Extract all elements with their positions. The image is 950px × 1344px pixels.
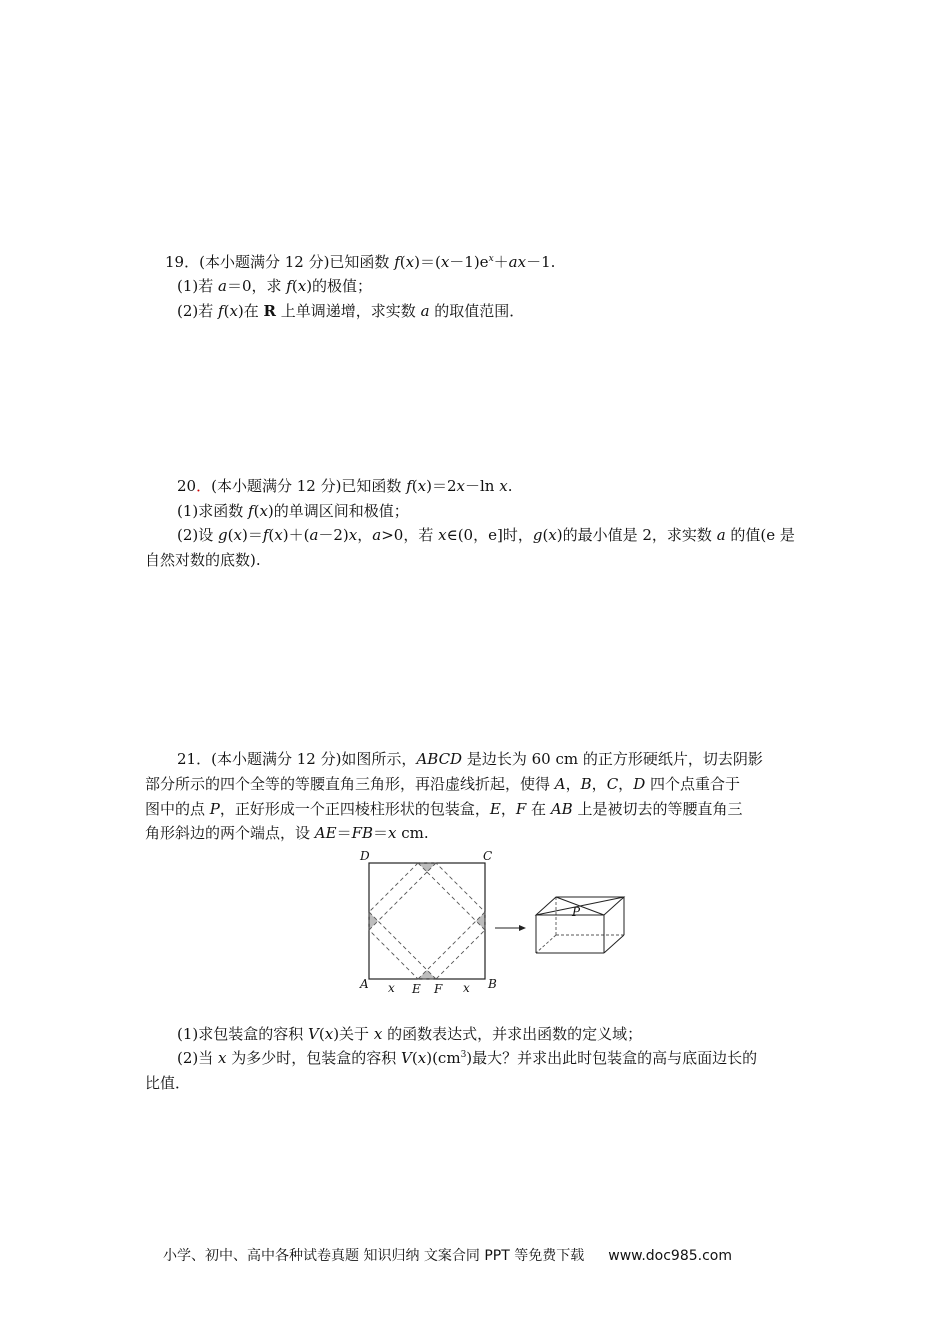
q21-part2: (2)当 x 为多少时，包装盒的容积 $V(x)(cm^3)$最大？并求出此时包装盒的高与底面边长的 (177, 1049, 758, 1067)
label-C: C (483, 849, 493, 863)
q20-part2: (2)设 g(x)＝f(x)＋(a－2)x，a>0，若 x∈(0，e]时，g(x)的最小值是 2，求实数 a 的值(e 是 (177, 526, 795, 544)
q21-figure-box (530, 890, 630, 960)
page-footer (163, 1245, 732, 1265)
q21-part2-line2: 比值． (145, 1074, 191, 1092)
label-D: D (360, 849, 370, 863)
footer-link[interactable]: www.doc985.com (608, 1248, 732, 1264)
q20-part2-line2: 自然对数的底数). (145, 551, 261, 569)
shaded-triangle-bottom (418, 970, 436, 979)
square-outline (369, 863, 485, 979)
label-A: A (360, 977, 369, 991)
q21-part1: (1)求包装盒的容积 V(x)关于 x 的函数表达式，并求出函数的定义域； (177, 1025, 643, 1043)
q20-part1: (1)求函数 f(x)的单调区间和极值； (177, 502, 409, 520)
q19-part2: (2)若 f(x)在 R 上单调递增，求实数 a 的取值范围． (177, 302, 525, 320)
label-B: B (488, 977, 497, 991)
label-P: P (572, 905, 581, 919)
shaded-triangle-right (476, 912, 485, 930)
q21-arrow (494, 922, 528, 934)
q19-part1: (1)若 a＝0，求 f(x)的极值； (177, 277, 373, 295)
shaded-triangle-top (418, 863, 436, 872)
q21-line3: 图中的点 P，正好形成一个正四棱柱形状的包装盒，E，F 在 AB 上是被切去的等腰直角三 (145, 800, 743, 818)
q21-line4: 角形斜边的两个端点，设 AE＝FB＝x cm. (145, 824, 429, 842)
label-x-right: x (463, 981, 470, 995)
shaded-triangle-left (369, 912, 378, 930)
fold-lines-dashed (369, 863, 485, 979)
q20-stem: 20．(本小题满分 12 分)已知函数 f(x)＝2x－ln x. (177, 477, 513, 495)
q21-line1: 21．(本小题满分 12 分)如图所示，ABCD 是边长为 60 cm 的正方形硬纸片，切去阴影 (177, 750, 763, 768)
q21-figure-square (355, 845, 505, 995)
label-F: F (434, 982, 443, 995)
label-E: E (412, 982, 421, 995)
footer-text: 小学、初中、高中各种试卷真题 知识归纳 文案合同 PPT 等免费下载 (163, 1248, 585, 1264)
q19-stem: 19．(本小题满分 12 分)已知函数 $f(x)=(x-1)e^x+ax-1$. (165, 253, 556, 271)
label-x-left: x (388, 981, 395, 995)
q21-line2: 部分所示的四个全等的等腰直角三角形，再沿虚线折起，使得 A，B，C，D 四个点重合于 (145, 775, 740, 793)
